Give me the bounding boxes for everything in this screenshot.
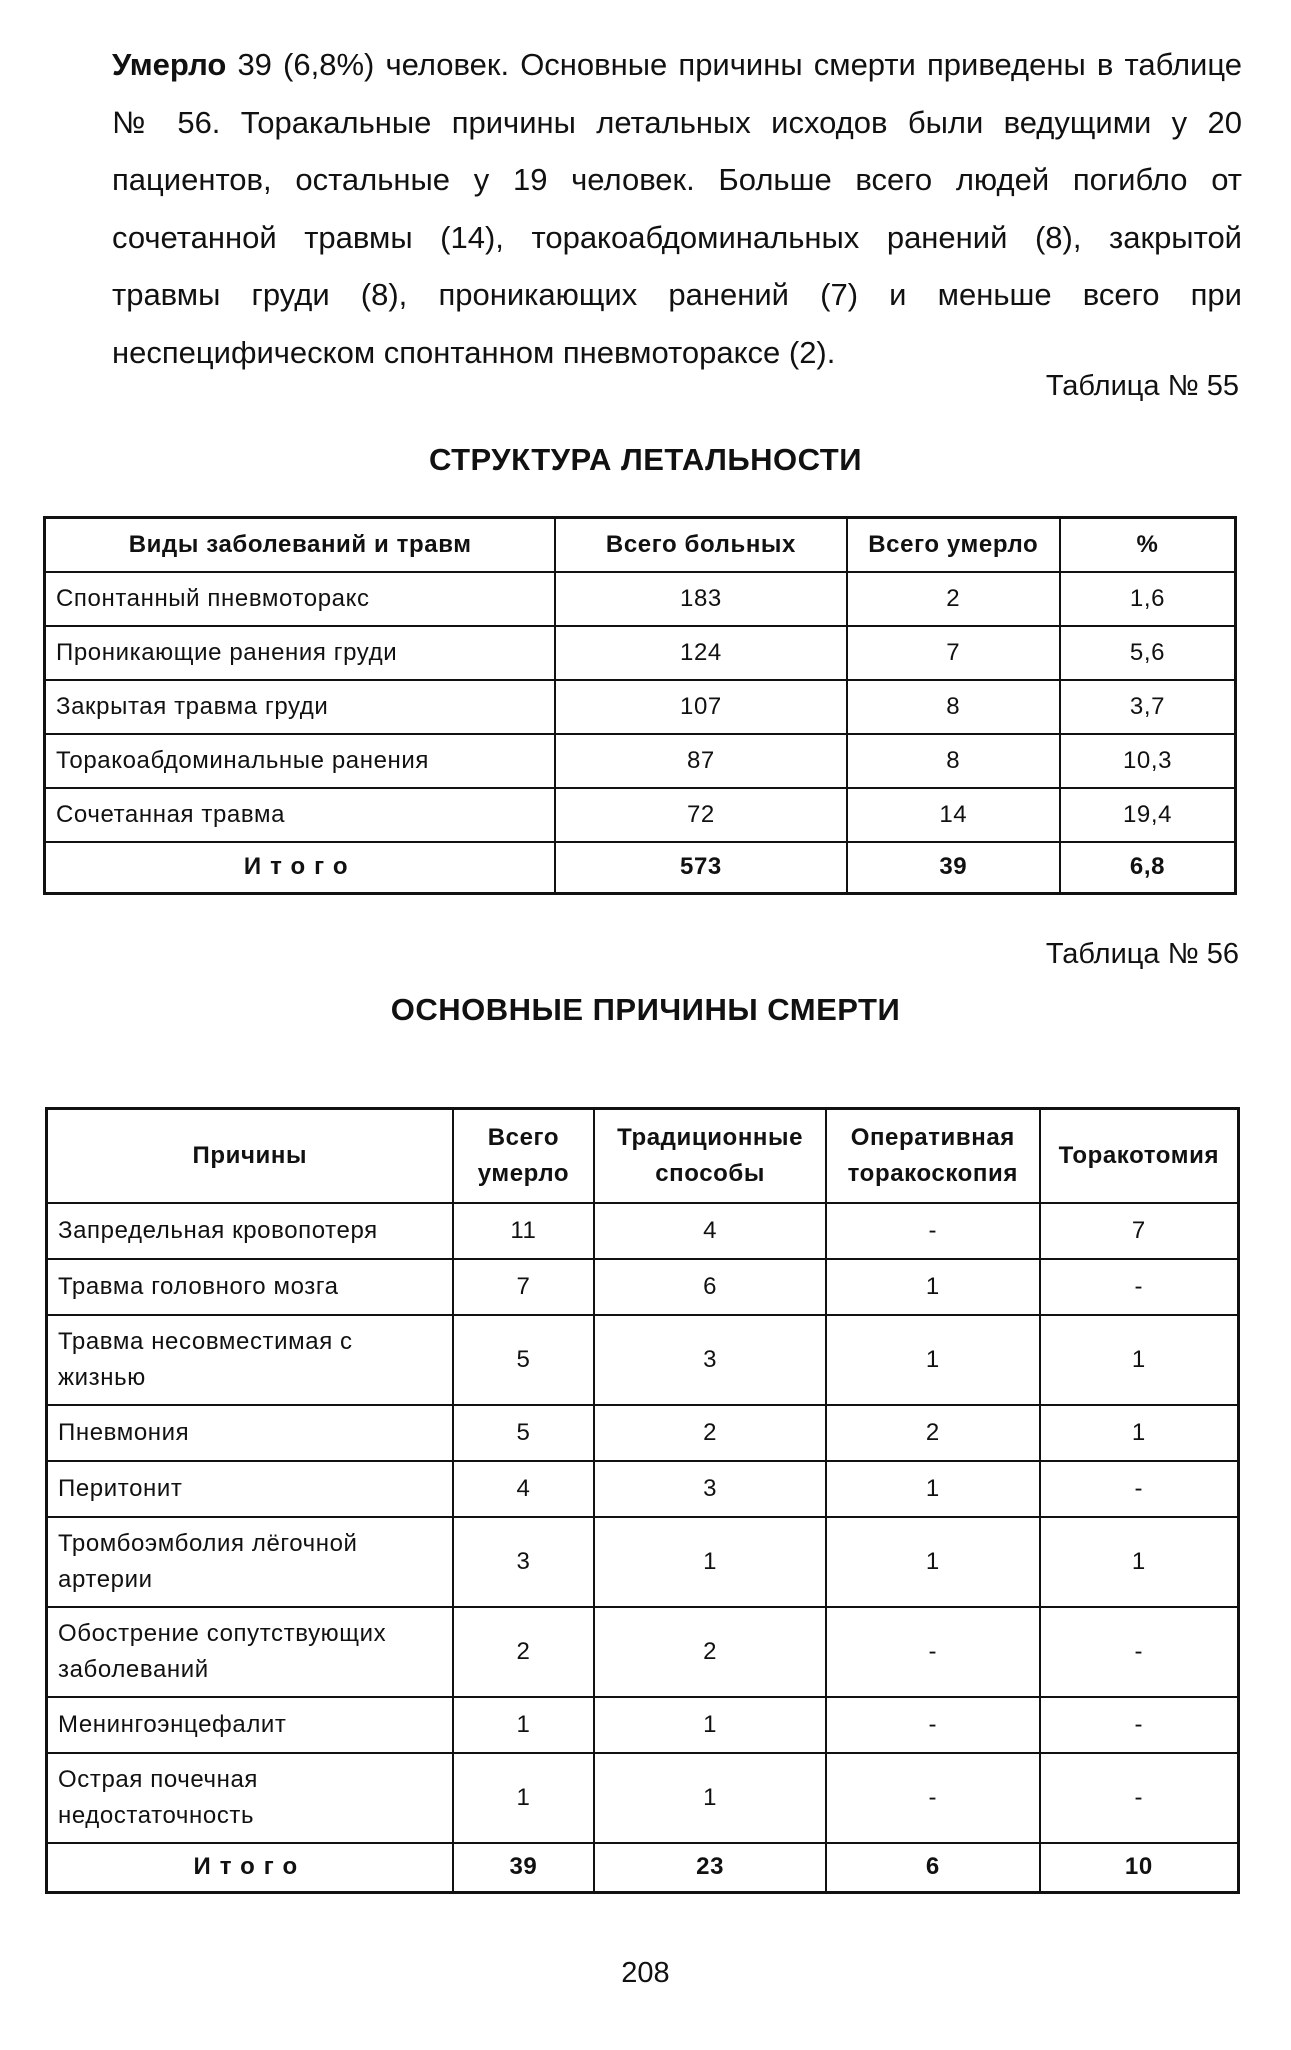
cell-value: 2	[847, 572, 1060, 626]
cell-value: 4	[453, 1461, 595, 1517]
row-label: Сочетанная травма	[45, 788, 556, 842]
table-row	[45, 626, 1236, 680]
table-row	[45, 788, 1236, 842]
total-value: 10	[1040, 1843, 1239, 1893]
cell-value: 72	[555, 788, 846, 842]
cell-value: -	[826, 1753, 1040, 1843]
row-label: Травма несовместимая с жизнью	[47, 1315, 453, 1405]
row-label: Пневмония	[47, 1405, 453, 1461]
table-row	[47, 1405, 1239, 1461]
cell-value: -	[826, 1203, 1040, 1259]
table55-title: СТРУКТУРА ЛЕТАЛЬНОСТИ	[428, 442, 862, 477]
table-row	[47, 1753, 1239, 1843]
row-label: Торакоабдоминальные ранения	[45, 734, 556, 788]
cell-value: 3	[453, 1517, 595, 1607]
cell-value: 1	[594, 1517, 826, 1607]
column-header: Причины	[47, 1109, 453, 1203]
row-label: Менингоэнцефалит	[47, 1697, 453, 1753]
cell-value: 1	[453, 1753, 595, 1843]
table-row	[47, 1517, 1239, 1607]
cell-value: 1	[1040, 1405, 1239, 1461]
row-label: Спонтанный пневмоторакс	[45, 572, 556, 626]
row-label: Травма головного мозга	[47, 1259, 453, 1315]
mortality-structure-table	[43, 516, 1237, 895]
total-row	[47, 1843, 1239, 1893]
cell-value: 7	[847, 626, 1060, 680]
column-header: Всего умерло	[453, 1109, 595, 1203]
cell-value: 183	[555, 572, 846, 626]
row-label: Закрытая травма груди	[45, 680, 556, 734]
cell-value: 11	[453, 1203, 595, 1259]
row-label: Тромбоэмболия лёгочной артерии	[47, 1517, 453, 1607]
cell-value: 1	[826, 1517, 1040, 1607]
column-header: %	[1060, 518, 1236, 572]
total-value: 39	[847, 842, 1060, 894]
cell-value: 1	[826, 1315, 1040, 1405]
column-header: Всего умерло	[847, 518, 1060, 572]
cell-value: 1,6	[1060, 572, 1236, 626]
cell-value: 1	[594, 1697, 826, 1753]
total-row	[45, 842, 1236, 894]
cell-value: 124	[555, 626, 846, 680]
cell-value: 3	[594, 1315, 826, 1405]
cell-value: 5,6	[1060, 626, 1236, 680]
cell-value: 6	[594, 1259, 826, 1315]
table-row	[45, 680, 1236, 734]
cell-value: 3,7	[1060, 680, 1236, 734]
paragraph-lead: Умерло	[112, 47, 227, 82]
cell-value: 5	[453, 1315, 595, 1405]
total-value: 39	[453, 1843, 595, 1893]
cell-value: -	[1040, 1753, 1239, 1843]
cell-value: 5	[453, 1405, 595, 1461]
cell-value: -	[826, 1607, 1040, 1697]
cell-value: 2	[453, 1607, 595, 1697]
cell-value: -	[1040, 1697, 1239, 1753]
total-value: 23	[594, 1843, 826, 1893]
cell-value: 1	[594, 1753, 826, 1843]
table-row	[45, 572, 1236, 626]
cell-value: 2	[594, 1607, 826, 1697]
cell-value: -	[826, 1697, 1040, 1753]
cell-value: 14	[847, 788, 1060, 842]
cell-value: 1	[1040, 1517, 1239, 1607]
table-row	[47, 1607, 1239, 1697]
column-header: Всего больных	[555, 518, 846, 572]
death-causes-table	[45, 1107, 1240, 1894]
total-value: 6	[826, 1843, 1040, 1893]
total-label: Итого	[45, 842, 556, 894]
cell-value: 8	[847, 734, 1060, 788]
intro-paragraph	[112, 36, 1242, 381]
table-row	[45, 734, 1236, 788]
cell-value: -	[1040, 1461, 1239, 1517]
row-label: Проникающие ранения груди	[45, 626, 556, 680]
cell-value: 2	[594, 1405, 826, 1461]
cell-value: 87	[555, 734, 846, 788]
cell-value: 10,3	[1060, 734, 1236, 788]
cell-value: 1	[826, 1461, 1040, 1517]
table56-title: ОСНОВНЫЕ ПРИЧИНЫ СМЕРТИ	[390, 992, 901, 1027]
column-header: Виды заболеваний и травм	[45, 518, 556, 572]
cell-value: 2	[826, 1405, 1040, 1461]
cell-value: 7	[453, 1259, 595, 1315]
table-row	[47, 1697, 1239, 1753]
cell-value: 19,4	[1060, 788, 1236, 842]
cell-value: 8	[847, 680, 1060, 734]
cell-value: 7	[1040, 1203, 1239, 1259]
cell-value: 107	[555, 680, 846, 734]
column-header: Торакотомия	[1040, 1109, 1239, 1203]
table55-number: Таблица № 55	[1045, 370, 1239, 402]
table-row	[47, 1259, 1239, 1315]
total-value: 573	[555, 842, 846, 894]
cell-value: 1	[826, 1259, 1040, 1315]
table-row	[47, 1315, 1239, 1405]
table-row	[47, 1203, 1239, 1259]
cell-value: -	[1040, 1259, 1239, 1315]
total-value: 6,8	[1060, 842, 1236, 894]
cell-value: 1	[1040, 1315, 1239, 1405]
row-label: Перитонит	[47, 1461, 453, 1517]
row-label: Острая почечная недостаточность	[47, 1753, 453, 1843]
total-label: Итого	[47, 1843, 453, 1893]
table56-number: Таблица № 56	[1045, 938, 1239, 970]
cell-value: 3	[594, 1461, 826, 1517]
cell-value: 4	[594, 1203, 826, 1259]
row-label: Обострение сопутствующих заболеваний	[47, 1607, 453, 1697]
table-row	[47, 1461, 1239, 1517]
cell-value: -	[1040, 1607, 1239, 1697]
cell-value: 1	[453, 1697, 595, 1753]
column-header: Оперативная торакоскопия	[826, 1109, 1040, 1203]
page-number: 208	[621, 1957, 670, 1989]
row-label: Запредельная кровопотеря	[47, 1203, 453, 1259]
column-header: Традиционные способы	[594, 1109, 826, 1203]
paragraph-text: 39 (6,8%) человек. Основные причины смерти приведены в таблице № 56. Торакальные причины летальных исходов были ведущими у 20 пациентов, остальные у 19 человек. Больше всего людей погибло от сочетанной травмы (14), торакоабдоминальных ранений (8), закрытой травмы груди (8), проникающих ранений (7) и меньше всего при неспецифическом спонтанном пневмотораксе (2).	[112, 47, 1242, 370]
